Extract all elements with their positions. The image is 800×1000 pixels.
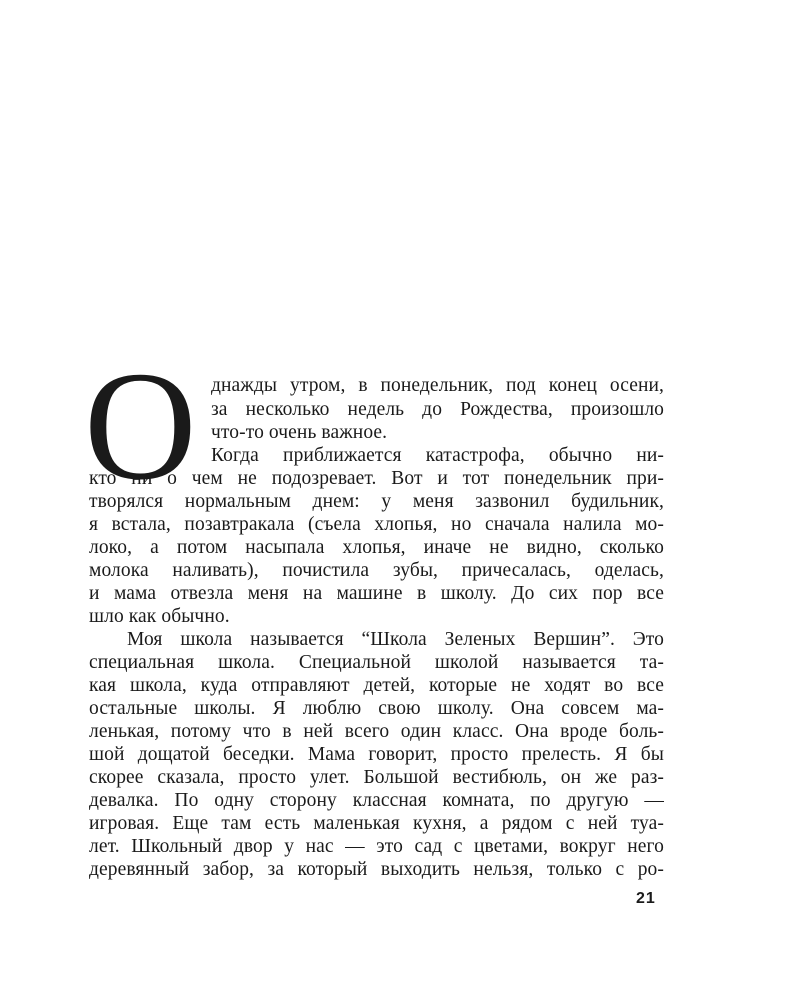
- text-line: и мама отвезла меня на машине в школу. До сих пор все: [89, 583, 664, 604]
- text-line: что-то очень важное.: [211, 422, 388, 443]
- text-line: кая школа, куда отправляют детей, которые не ходят во все: [89, 675, 664, 696]
- text-line: я встала, позавтракала (съела хлопья, но сначала налила мо-: [89, 514, 664, 535]
- text-line: молока наливать), почистила зубы, причесалась, оделась,: [89, 560, 664, 581]
- text-line: остальные школы. Я люблю свою школу. Она совсем ма-: [89, 698, 664, 719]
- page-number: 21: [636, 890, 656, 907]
- text-line: днажды утром, в понедельник, под конец осени,: [211, 375, 664, 396]
- text-line: за несколько недель до Рождества, произошло: [211, 399, 664, 420]
- text-line: лет. Школьный двор у нас — это сад с цветами, вокруг него: [89, 836, 664, 857]
- text-line: кто ни о чем не подозревает. Вот и тот понедельник при-: [89, 468, 664, 489]
- text-line: Моя школа называется “Школа Зеленых Вершин”. Это: [127, 629, 664, 650]
- text-line: локо, а потом насыпала хлопья, иначе не видно, сколько: [89, 537, 664, 558]
- text-line: Когда приближается катастрофа, обычно ни-: [211, 445, 664, 466]
- text-line: шой дощатой беседки. Мама говорит, просто прелесть. Я бы: [89, 744, 664, 765]
- drop-cap: О: [84, 339, 197, 512]
- text-line: творялся нормальным днем: у меня зазвонил будильник,: [89, 491, 664, 512]
- text-line: деревянный забор, за который выходить нельзя, только с ро-: [89, 859, 664, 880]
- text-line: скорее сказала, просто улет. Большой вестибюль, он же раз-: [89, 767, 664, 788]
- text-line: ленькая, потому что в ней всего один класс. Она вроде боль-: [89, 721, 664, 742]
- text-line: специальная школа. Специальной школой называется та-: [89, 652, 664, 673]
- text-line: игровая. Еще там есть маленькая кухня, а рядом с ней туа-: [89, 813, 664, 834]
- text-line: девалка. По одну сторону классная комната, по другую —: [89, 790, 664, 811]
- text-line: шло как обычно.: [89, 606, 230, 627]
